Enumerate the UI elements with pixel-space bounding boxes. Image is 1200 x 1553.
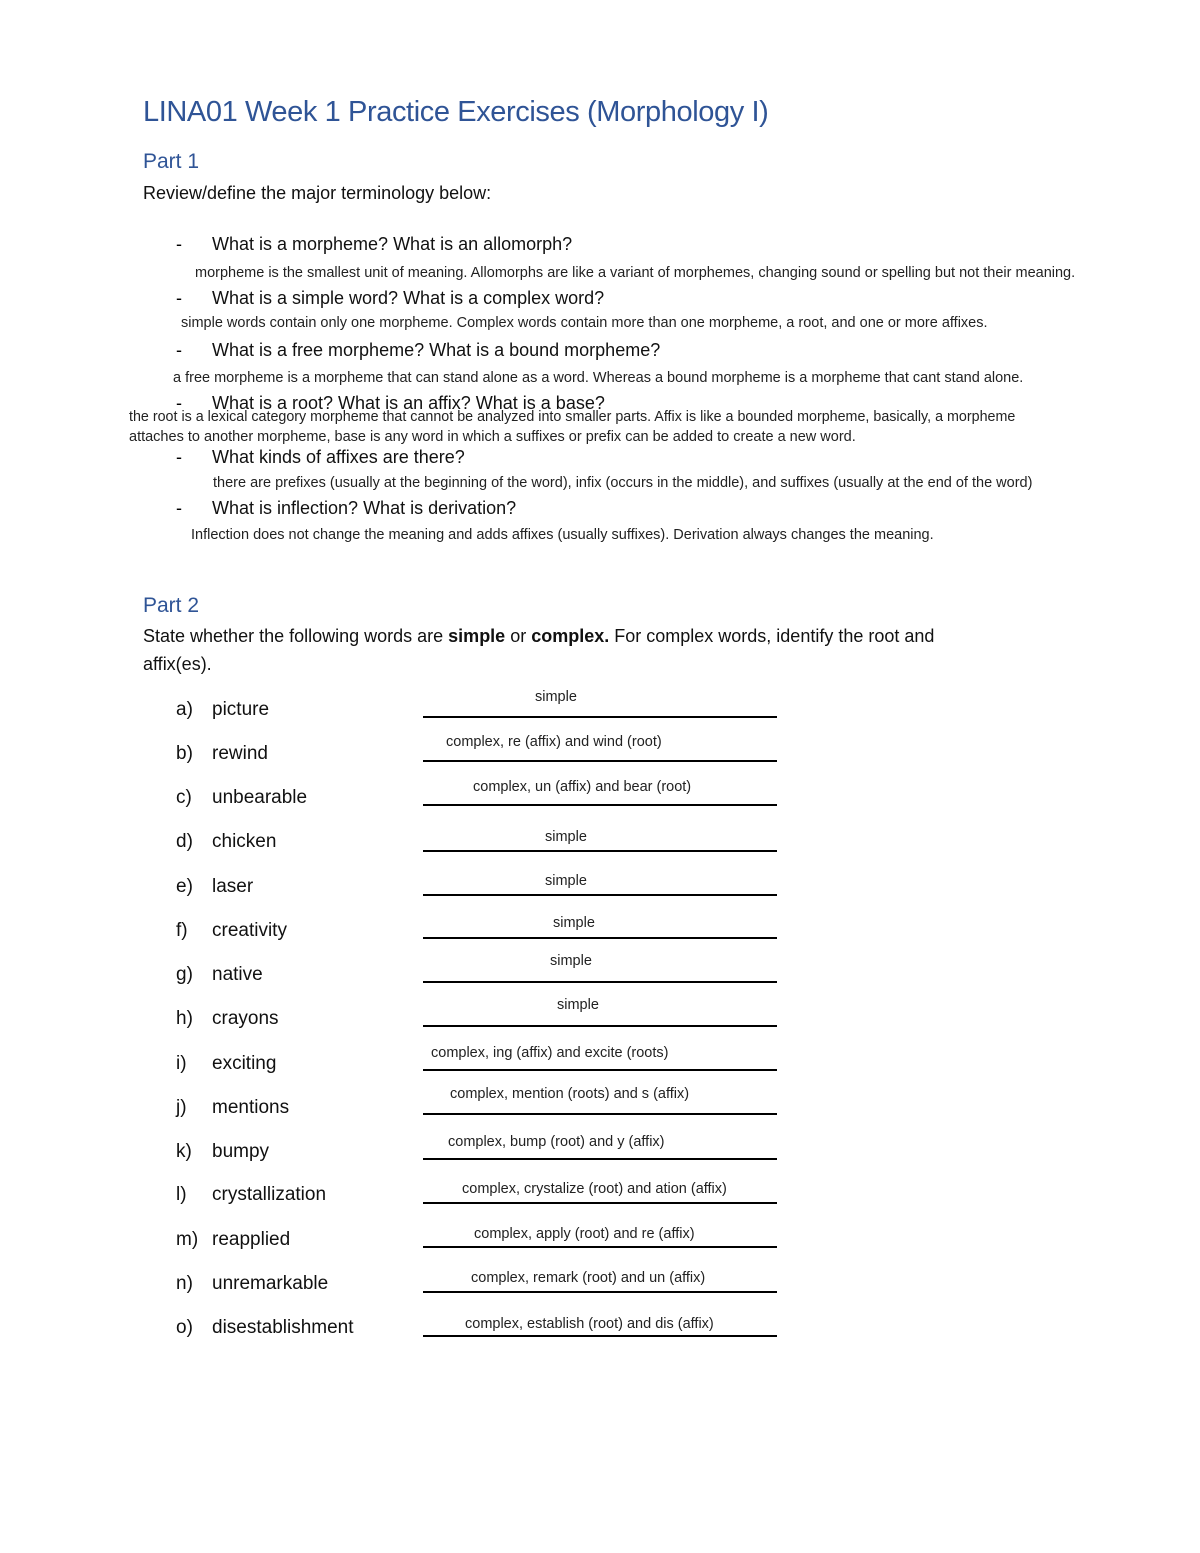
item-word: laser (212, 876, 254, 897)
item-word: bumpy (212, 1141, 270, 1162)
answer-line (423, 804, 777, 806)
answer-field[interactable]: complex, un (affix) and bear (root) (473, 779, 692, 795)
bullet-dash: - (176, 288, 182, 308)
answer-field[interactable]: complex, mention (roots) and s (affix) (450, 1086, 690, 1102)
answer-5: there are prefixes (usually at the beginning of the word), infix (occurs in the middle), and suffixes (usually at the end of the word) (213, 475, 1033, 491)
answer-line (423, 1069, 777, 1071)
item-label: l) (176, 1184, 187, 1205)
item-word: exciting (212, 1053, 277, 1074)
answer-4-line-1: the root is a lexical category morpheme that cannot be analyzed into smaller parts. Affix is like a bounded morpheme, basically, a morpheme (129, 409, 1016, 425)
item-label: c) (176, 787, 192, 808)
item-label: i) (176, 1053, 187, 1074)
bullet-dash: - (176, 393, 182, 413)
answer-field[interactable]: complex, establish (root) and dis (affix) (465, 1316, 714, 1332)
answer-field[interactable]: complex, bump (root) and y (affix) (448, 1134, 665, 1150)
instruction-complex: complex. (531, 626, 610, 646)
question-1: What is a morpheme? What is an allomorph? (212, 234, 573, 254)
item-label: b) (176, 743, 193, 764)
item-word: crayons (212, 1008, 279, 1029)
answer-3: a free morpheme is a morpheme that can stand alone as a word. Whereas a bound morpheme is a morpheme that cant stand alone. (173, 370, 1024, 386)
answer-field[interactable]: complex, crystalize (root) and ation (affix) (462, 1181, 727, 1197)
part2-instruction-line-2: affix(es). (143, 654, 212, 674)
instruction-text: State whether the following words are (143, 626, 449, 646)
answer-6: Inflection does not change the meaning and adds affixes (usually suffixes). Derivation always changes the meaning. (191, 527, 934, 543)
item-word: disestablishment (212, 1317, 354, 1338)
question-3: What is a free morpheme? What is a bound morpheme? (212, 340, 661, 360)
answer-line (423, 850, 777, 852)
answer-4-line-2: attaches to another morpheme, base is any word in which a suffixes or prefix can be added to create a new word. (129, 429, 856, 445)
item-word: native (212, 964, 263, 985)
answer-line (423, 1025, 777, 1027)
item-label: m) (176, 1229, 199, 1250)
item-word: creativity (212, 920, 287, 941)
item-word: rewind (212, 743, 268, 764)
part2-instruction (143, 626, 934, 647)
item-label: h) (176, 1008, 193, 1029)
item-word: mentions (212, 1097, 290, 1118)
item-label: f) (176, 920, 188, 941)
item-label: a) (176, 699, 193, 720)
answer-field[interactable]: simple (545, 873, 587, 889)
instruction-text: or (505, 626, 532, 646)
answer-field[interactable]: complex, re (affix) and wind (root) (446, 734, 662, 750)
item-word: unbearable (212, 787, 308, 808)
bullet-dash: - (176, 447, 182, 467)
item-label: g) (176, 964, 193, 985)
answer-field[interactable]: simple (553, 915, 595, 931)
answer-line (423, 1158, 777, 1160)
item-word: reapplied (212, 1229, 291, 1250)
answer-line (423, 981, 777, 983)
item-word: crystallization (212, 1184, 327, 1205)
answer-field[interactable]: simple (535, 689, 577, 705)
answer-field[interactable]: complex, ing (affix) and excite (roots) (431, 1045, 669, 1061)
bullet-dash: - (176, 498, 182, 518)
part1-heading: Part 1 (143, 150, 200, 173)
answer-line (423, 1335, 777, 1337)
instruction-simple: simple (448, 626, 506, 646)
part2-heading: Part 2 (143, 594, 200, 617)
question-6: What is inflection? What is derivation? (212, 498, 517, 518)
bullet-dash: - (176, 234, 182, 254)
question-5: What kinds of affixes are there? (212, 447, 465, 467)
page-title: LINA01 Week 1 Practice Exercises (Morphology I) (143, 96, 769, 128)
item-word: unremarkable (212, 1273, 329, 1294)
question-2: What is a simple word? What is a complex word? (212, 288, 605, 308)
item-label: k) (176, 1141, 192, 1162)
item-label: o) (176, 1317, 193, 1338)
item-label: j) (176, 1097, 187, 1118)
answer-field[interactable]: simple (550, 953, 592, 969)
answer-field[interactable]: simple (557, 997, 599, 1013)
part1-instruction: Review/define the major terminology below: (143, 183, 492, 203)
answer-line (423, 1113, 777, 1115)
answer-2: simple words contain only one morpheme. Complex words contain more than one morpheme, a root, and one or more affixes. (181, 315, 988, 331)
item-label: e) (176, 876, 193, 897)
answer-field[interactable]: complex, remark (root) and un (affix) (471, 1270, 706, 1286)
answer-line (423, 1246, 777, 1248)
question-4: What is a root? What is an affix? What is a base? (212, 393, 605, 413)
answer-1: morpheme is the smallest unit of meaning. Allomorphs are like a variant of morphemes, changing sound or spelling but not their meaning. (195, 265, 1076, 281)
item-label: n) (176, 1273, 193, 1294)
instruction-text: For complex words, identify the root and (609, 626, 935, 646)
answer-line (423, 1291, 777, 1293)
bullet-dash: - (176, 340, 182, 360)
item-word: picture (212, 699, 270, 720)
answer-line (423, 937, 777, 939)
item-word: chicken (212, 831, 277, 852)
answer-line (423, 760, 777, 762)
answer-field[interactable]: complex, apply (root) and re (affix) (474, 1226, 695, 1242)
answer-line (423, 894, 777, 896)
answer-line (423, 716, 777, 718)
item-label: d) (176, 831, 193, 852)
answer-line (423, 1202, 777, 1204)
answer-field[interactable]: simple (545, 829, 587, 845)
